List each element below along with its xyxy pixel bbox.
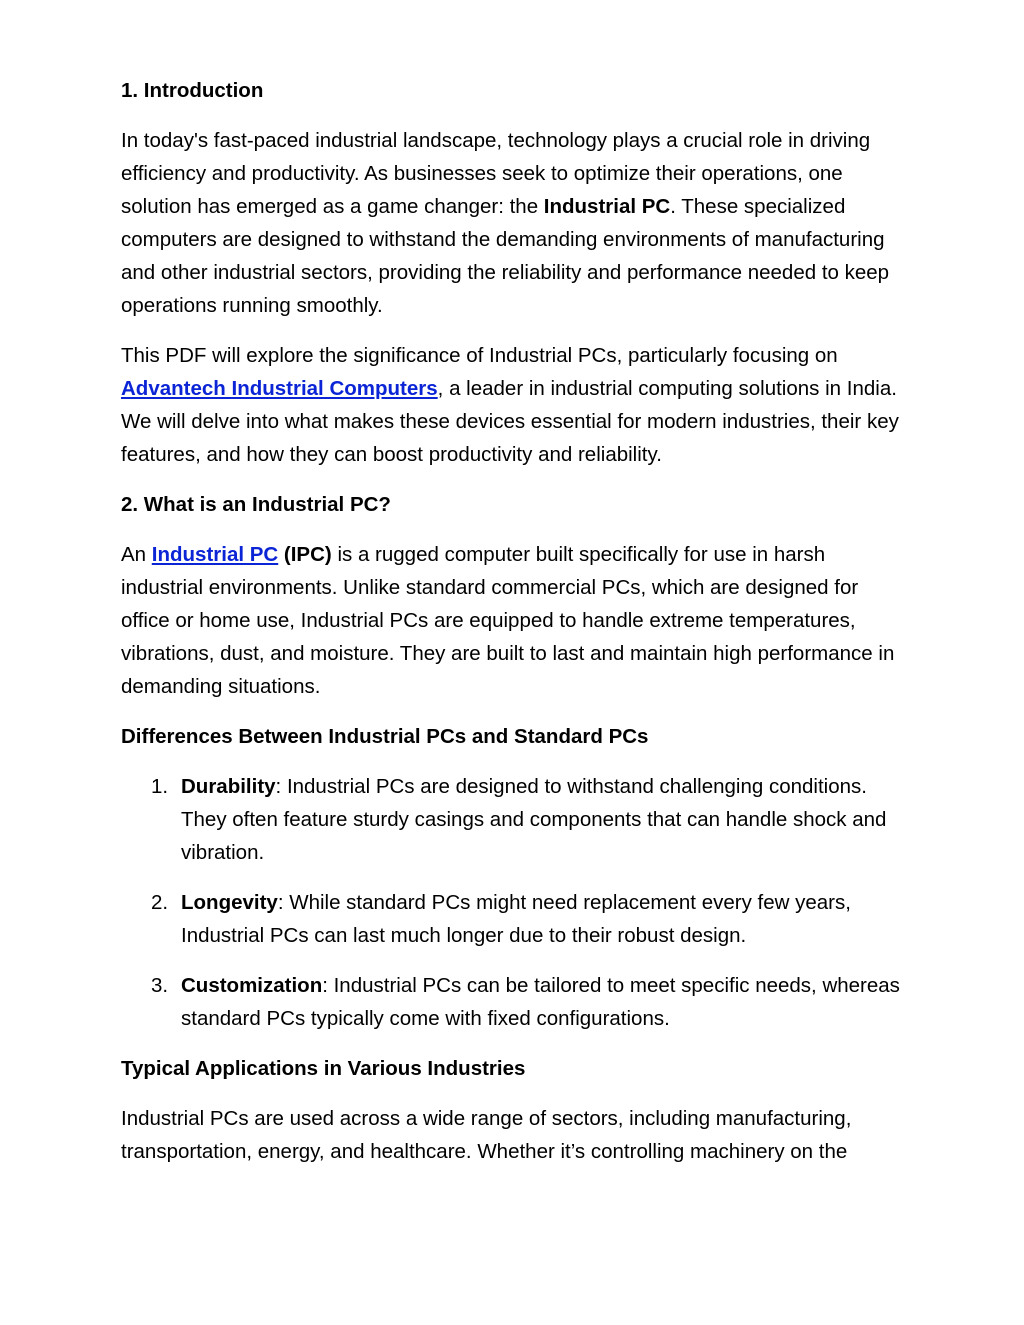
list-item-term: Durability [181,775,276,798]
intro-p1-text-before: In today's fast-paced industrial landscape, technology plays a crucial role in driving efficiency and productivity. As businesses seek to optimize their operations, one solution has emerged as a game changer: the [121,129,871,218]
list-item [151,886,911,952]
intro-p1-text-after: . These specialized computers are designed to withstand the demanding environments of manufacturing and other industrial sectors, providing the reliability and performance needed to keep operations running smoothly. [121,195,890,317]
list-item-number: 3. [151,974,169,997]
section-heading-what-is-ipc: 2. What is an Industrial PC? [121,493,391,516]
differences-list [121,770,911,1035]
list-item-text: : Industrial PCs can be tailored to meet specific needs, whereas standard PCs typically come with fixed configurations. [181,974,900,1030]
intro-p2-text-after: , a leader in industrial computing solutions in India. We will delve into what makes these devices essential for modern industries, their key features, and how they can boost productivity and reliability. [121,377,899,466]
list-item-text: : Industrial PCs are designed to withstand challenging conditions. They often feature sturdy casings and components that can handle shock and vibration. [181,775,887,864]
list-item-number: 2. [151,891,169,914]
differences-subheading: Differences Between Industrial PCs and Standard PCs [121,725,649,748]
applications-subheading: Typical Applications in Various Industries [121,1057,526,1080]
list-item-term: Longevity [181,891,278,914]
intro-paragraph-1 [121,124,911,322]
list-item-text: : While standard PCs might need replacement every few years, Industrial PCs can last much longer due to their robust design. [181,891,851,947]
document-content [121,74,911,1185]
list-item-term: Customization [181,974,323,997]
advantech-industrial-computers-link[interactable]: Advantech Industrial Computers [121,377,438,400]
list-item [151,770,911,869]
intro-paragraph-2 [121,339,911,471]
list-item-number: 1. [151,775,169,798]
ipc-p1-text-after: is a rugged computer built specifically for use in harsh industrial environments. Unlike standard commercial PCs, which are designed for office or home use, Industrial PCs are equipped to handle extreme temperatures, vibrations, dust, and moisture. They are built to last and maintain high performance in demanding situations. [121,543,895,698]
ipc-abbrev-bold: (IPC) [278,543,332,566]
section-heading-introduction: 1. Introduction [121,79,264,102]
applications-paragraph: Industrial PCs are used across a wide range of sectors, including manufacturing, transportation, energy, and healthcare. Whether it’s controlling machinery on the [121,1107,852,1163]
ipc-definition-paragraph [121,538,911,703]
industrial-pc-link[interactable]: Industrial PC [151,543,279,566]
ipc-p1-text-before: An [121,543,152,566]
list-item [151,969,911,1035]
intro-p1-bold-term: Industrial PC [543,195,671,218]
intro-p2-text-before: This PDF will explore the significance of Industrial PCs, particularly focusing on [121,344,838,367]
